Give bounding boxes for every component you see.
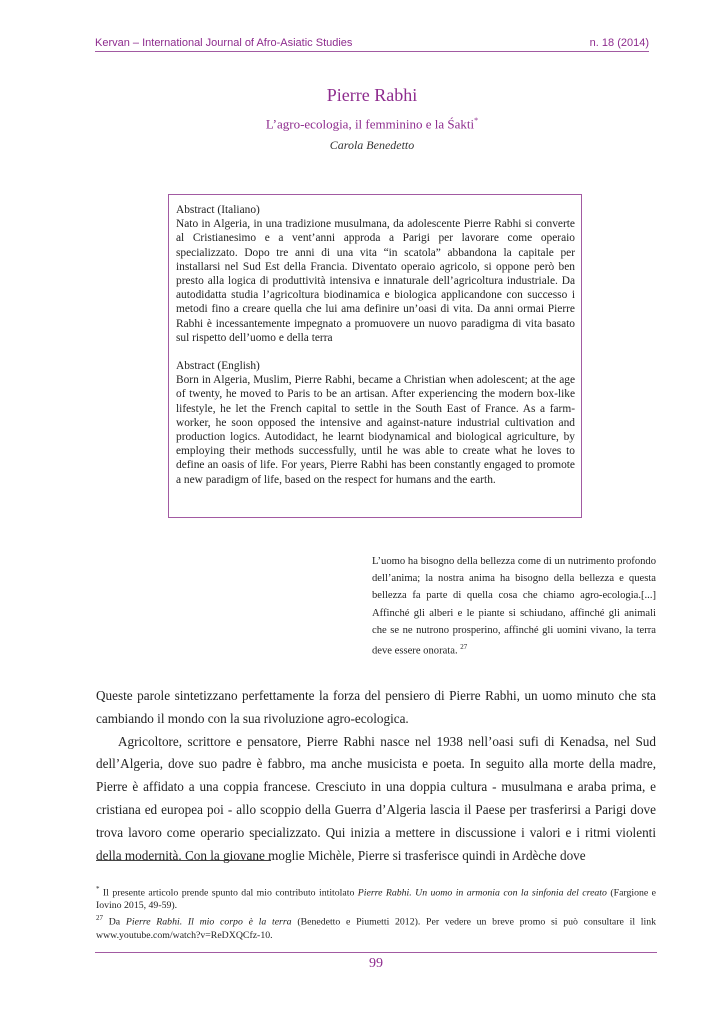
footnote-1-text-b: (Fargione e Iovino 2015, 49-59). bbox=[96, 887, 657, 912]
body-text bbox=[96, 685, 656, 867]
body-paragraph-2: Agricoltore, scrittore e pensatore, Pierre Rabhi nasce nel 1938 nell’oasi sufi di Kenadsa, nel Sud dell’Algeria, dove suo padre è fabbro, ma anche musicista e poeta. In seguito alla morte della madre, Pierre è affidato a una coppia francese. Cresciuto in una doppia cultura - musulmana e araba prima, e cristiana ed europea poi - allo scoppio della Guerra d’Algeria lascia il Paese per trasferirsi a Parigi dove trova lavoro come operario specializzato. Qui inizia a mettere in discussione i valori e i ritmi violenti della modernità. Con la giovane moglie Michèle, Pierre si trasferisce quindi in Ardèche dove bbox=[96, 733, 656, 863]
footnote-1-title: Pierre Rabhi. Un uomo in armonia con la sinfonia del creato bbox=[357, 887, 607, 899]
footnote-rule bbox=[96, 860, 271, 861]
subtitle-footnote-mark: * bbox=[474, 116, 479, 125]
abstract-box bbox=[168, 194, 582, 518]
header-rule bbox=[95, 51, 649, 52]
footnote-1-text-a: Il presente articolo prende spunto dal mio contributo intitolato bbox=[102, 887, 355, 899]
article-subtitle bbox=[95, 116, 649, 132]
epigraph bbox=[372, 553, 656, 660]
article-title: Pierre Rabhi bbox=[326, 85, 418, 105]
issue-number: n. 18 (2014) bbox=[589, 37, 649, 49]
abstract-en-label: Abstract (English) bbox=[176, 360, 260, 373]
abstract-it-text: Nato in Algeria, in una tradizione musulmana, da adolescente Pierre Rabhi si converte al Cristianesimo e a vent’anni approda a Parigi per lavorare come operaio specializzato. Dopo tre anni di una vita “in scatola” abbandona la capitale per installarsi nel Sud Est della Francia. Diventato operaio agricolo, si oppone però ben presto alla logica di produttività intensiva e innaturale dell’agricoltura industriale. Da autodidatta studia l’agricoltura biodinamica e biologica applicandone con successo i metodi fino a creare quella che lui ama definire un’oasi di vita. Da anni ormai Pierre Rabhi è incessantemente impegnato a promuovere un nuovo paradigma di vita basato sul rispetto dell’uomo e della terra bbox=[176, 218, 575, 344]
body-paragraph-1: Queste parole sintetizzano perfettamente la forza del pensiero di Pierre Rabhi, un uomo minuto che sta cambiando il mondo con la sua rivoluzione agro-ecologica. bbox=[96, 688, 656, 726]
footnote-1 bbox=[96, 883, 656, 912]
footnote-27-text-b: (Benedetto e Piumetti 2012). Per vedere un breve promo si può consultare il link www.youtube.com/watch?v=ReDXQCfz-10. bbox=[96, 916, 657, 941]
journal-name: Kervan – International Journal of Afro-Asiatic Studies bbox=[95, 37, 353, 49]
article-author: Carola Benedetto bbox=[329, 138, 415, 152]
subtitle-text: L’agro-ecologia, il femminino e la Śakti bbox=[265, 116, 475, 132]
footnote-27 bbox=[96, 912, 656, 941]
footnotes bbox=[96, 883, 656, 942]
page-number: 99 bbox=[369, 956, 383, 971]
abstract-it-label: Abstract (Italiano) bbox=[176, 204, 260, 216]
epigraph-text: L’uomo ha bisogno della bellezza come di un nutrimento profondo dell’anima; la nostra anima ha bisogno della bellezza e questa bellezza fa parte di quella cosa che chiamo agro-ecologia.[...] Affinché gli alberi e le piante si schiudano, affinché gli animali che se ne nutrono prosperino, affinché gli uomini vivano, la terra deve essere onorata. bbox=[372, 556, 656, 657]
footer-rule bbox=[95, 952, 657, 953]
footnote-27-title: Pierre Rabhi. Il mio corpo è la terra bbox=[125, 916, 292, 928]
footnote-1-mark: * bbox=[96, 885, 100, 893]
abstract-en-text: Born in Algeria, Muslim, Pierre Rabhi, became a Christian when adolescent; at the age of twenty, he moved to Paris to be an artisan. After experiencing the modern box-like lifestyle, he let the French capital to settle in the South East of France. As a farm-worker, he soon opposed the intensive and against-nature industrial cultivation and production logics. Autodidact, he learnt biodynamical and biological agriculture, by employing their methods successfully, until he was able to create what he loves to define an oasis of life. For years, Pierre Rabhi has been constantly engaged to promote a new paradigm of life, based on the respect for humans and the earth. bbox=[176, 374, 575, 486]
footnote-27-text-a: Da bbox=[108, 916, 121, 928]
epigraph-footnote-mark: 27 bbox=[460, 643, 468, 652]
abstract-spacer bbox=[176, 345, 575, 359]
footnote-27-mark: 27 bbox=[96, 914, 103, 923]
